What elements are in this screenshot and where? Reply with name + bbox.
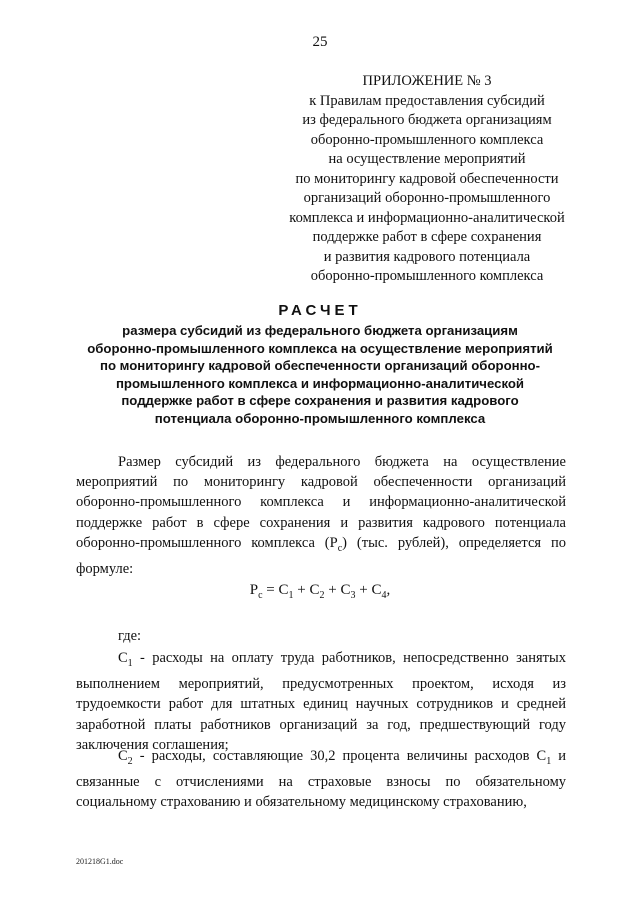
appendix-block bbox=[262, 72, 592, 287]
formula-equals: = bbox=[262, 582, 279, 598]
subtitle-line: потенциала оборонно-промышленного комплекса bbox=[154, 410, 486, 426]
appendix-line: поддержке работ в сфере сохранения bbox=[312, 229, 542, 245]
file-footer: 201218G1.doc bbox=[76, 857, 124, 866]
subtitle-line: поддержке работ в сфере сохранения и развития кадрового bbox=[121, 393, 519, 409]
formula-term: С bbox=[278, 582, 289, 598]
formula-plus: + bbox=[293, 582, 310, 598]
page-number: 25 bbox=[312, 34, 328, 50]
document-subtitle bbox=[84, 322, 556, 428]
formula-plus: + bbox=[355, 582, 372, 598]
formula-term-sub: 2 bbox=[319, 590, 325, 601]
document-title: РАСЧЕТ bbox=[278, 302, 362, 319]
definition-text: - расходы на оплату труда работников, непосредственно занятых выполнением мероприятий, предусмотренных проектом, исходя из трудоемкости работ для штатных единиц научных сотрудников и средней заработной платы работников организаций за год, предшествующий году заключения соглашения; bbox=[76, 650, 566, 753]
appendix-line: из федерального бюджета организациям bbox=[302, 112, 552, 128]
definition-text-end: и связанные с отчислениями на страховые взносы по обязательному социальному страхованию и обязательному медицинскому страхованию, bbox=[76, 748, 566, 811]
appendix-line: организаций оборонно-промышленного bbox=[303, 190, 551, 206]
appendix-line: к Правилам предоставления субсидий bbox=[309, 92, 545, 109]
definition-c2 bbox=[76, 746, 566, 813]
formula-term-sub: 3 bbox=[350, 590, 356, 601]
formula-term-sub: 4 bbox=[381, 590, 387, 601]
formula bbox=[0, 582, 640, 601]
definition-sub: 2 bbox=[127, 755, 133, 767]
intro-text: Размер субсидий из федерального бюджета на осуществление мероприятий по мониторингу кадровой обеспеченности организаций оборонно-промышленного комплекса и информационно-аналитической поддержке работ в сфере сохранения и развития кадрового потенциала оборонно-промышленного комплекса (Р bbox=[76, 454, 566, 551]
subtitle-line: по мониторингу кадровой обеспеченности организаций оборонно- bbox=[99, 358, 540, 374]
definition-text: - расходы, составляющие 30,2 процента величины расходов С bbox=[132, 748, 547, 764]
subtitle-line: оборонно-промышленного комплекса на осуществление мероприятий bbox=[87, 340, 553, 356]
definition-symbol: С bbox=[118, 748, 128, 764]
appendix-line: оборонно-промышленного комплекса bbox=[310, 131, 544, 148]
definition-symbol: С bbox=[118, 650, 128, 666]
intro-text-end: ) (тыс. рублей), определяется по формуле: bbox=[76, 534, 566, 577]
definition-text-sub: 1 bbox=[546, 755, 552, 767]
intro-paragraph bbox=[76, 452, 566, 579]
subtitle-line: размера субсидий из федерального бюджета организациям bbox=[122, 323, 518, 338]
appendix-line: оборонно-промышленного комплекса bbox=[310, 268, 544, 284]
where-label: где: bbox=[118, 628, 142, 644]
appendix-line: по мониторингу кадровой обеспеченности bbox=[295, 170, 559, 187]
formula-end: , bbox=[386, 582, 391, 598]
formula-lhs-sub: с bbox=[258, 590, 263, 601]
formula-lhs: Р bbox=[249, 582, 259, 598]
formula-term: С bbox=[340, 582, 351, 598]
formula-plus: + bbox=[324, 582, 341, 598]
formula-term-sub: 1 bbox=[288, 590, 294, 601]
appendix-line: и развития кадрового потенциала bbox=[323, 248, 531, 265]
definition-sub: 1 bbox=[127, 657, 133, 669]
intro-sub: с bbox=[337, 542, 343, 554]
formula-term: С bbox=[309, 582, 320, 598]
appendix-heading: ПРИЛОЖЕНИЕ № 3 bbox=[362, 73, 492, 89]
definition-c1 bbox=[76, 648, 566, 755]
appendix-line: комплекса и информационно-аналитической bbox=[289, 209, 565, 226]
subtitle-line: промышленного комплекса и информационно-аналитической bbox=[115, 375, 525, 391]
appendix-line: на осуществление мероприятий bbox=[328, 151, 526, 167]
formula-term: С bbox=[371, 582, 382, 598]
